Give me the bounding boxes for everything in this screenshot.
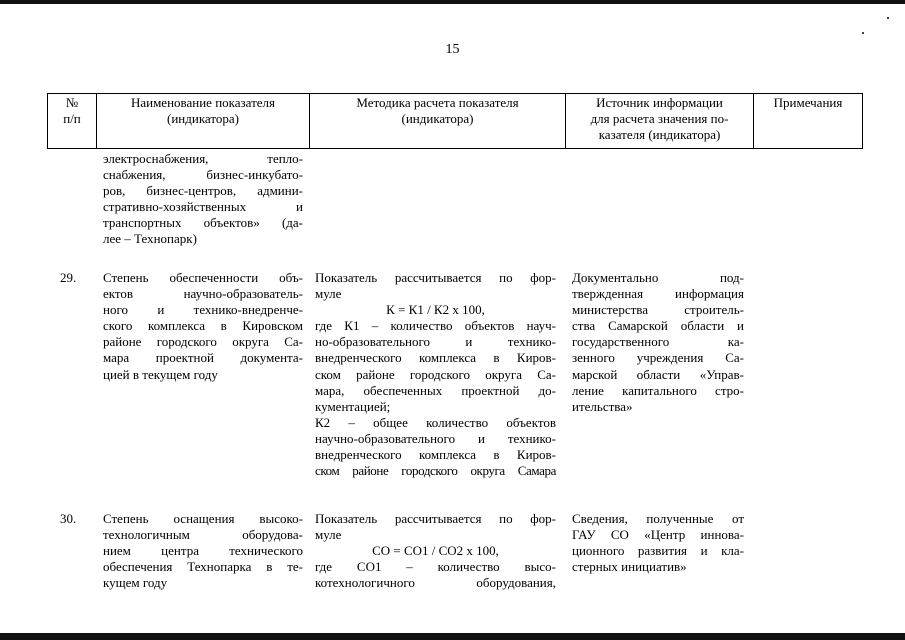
row-source-cell: Документально под- твержденная информация министерства строитель- ства Самарской области и государственного ка- зенного учреждения Са- марской области «Управ- ление капитального стро- ительства» [572, 270, 744, 414]
scan-speck [887, 17, 889, 19]
row-method-cell: Показатель рассчитывается по фор- муле СО = СО1 / СО2 х 100, где СО1 – количество высо- котехнологичного оборудования, [315, 511, 556, 591]
header-method: Методика расчета показателя (индикатора) [310, 94, 566, 149]
row-method-cell: Показатель рассчитывается по фор- муле К = К1 / К2 х 100, где К1 – количество объектов науч- но-образовательного и технико- внедренческого комплекса в Киров- ском районе городского округа Са- мара, обеспеченных проектной до- кументацией; К2 – общее количество объектов научно-образовательного и технико- внедренческого комплекса в Киров- ском районе городского округа Самара [315, 270, 556, 479]
header-notes: Примечания [754, 94, 863, 149]
formula: СО = СО1 / СО2 х 100, [372, 543, 499, 559]
row-source-cell: Сведения, полученные от ГАУ СО «Центр иннова- ционного развития и кла- стерных инициатив» [572, 511, 744, 575]
row-number: 29. [60, 270, 77, 285]
scan-edge-bottom [0, 633, 905, 640]
header-number: № п/п [48, 94, 97, 149]
header-name: Наименование показателя (индикатора) [97, 94, 310, 149]
table-header [47, 93, 863, 149]
scan-speck [862, 32, 864, 34]
scan-edge-top [0, 0, 905, 4]
row-name-cell: Степень обеспеченности объ- ектов научно-образователь- ного и технико-внедренче- ского комплекса в Кировском районе городского округа Са- мара проектной документа- цией в текущем году [103, 270, 303, 382]
page-number: 15 [445, 42, 460, 57]
continuation-name-cell: электроснабжения, тепло- снабжения, бизнес-инкубато- ров, бизнес-центров, админи- стративно-хозяйственных и транспортных объектов» (да- лее – Технопарк) [103, 151, 303, 247]
formula: К = К1 / К2 х 100, [386, 302, 485, 318]
row-name-cell: Степень оснащения высоко- технологичным оборудова- нием центра технического обеспечения Технопарка в те- кущем году [103, 511, 303, 591]
row-number: 30. [60, 511, 77, 526]
header-source: Источник информации для расчета значения по- казателя (индикатора) [566, 94, 754, 149]
